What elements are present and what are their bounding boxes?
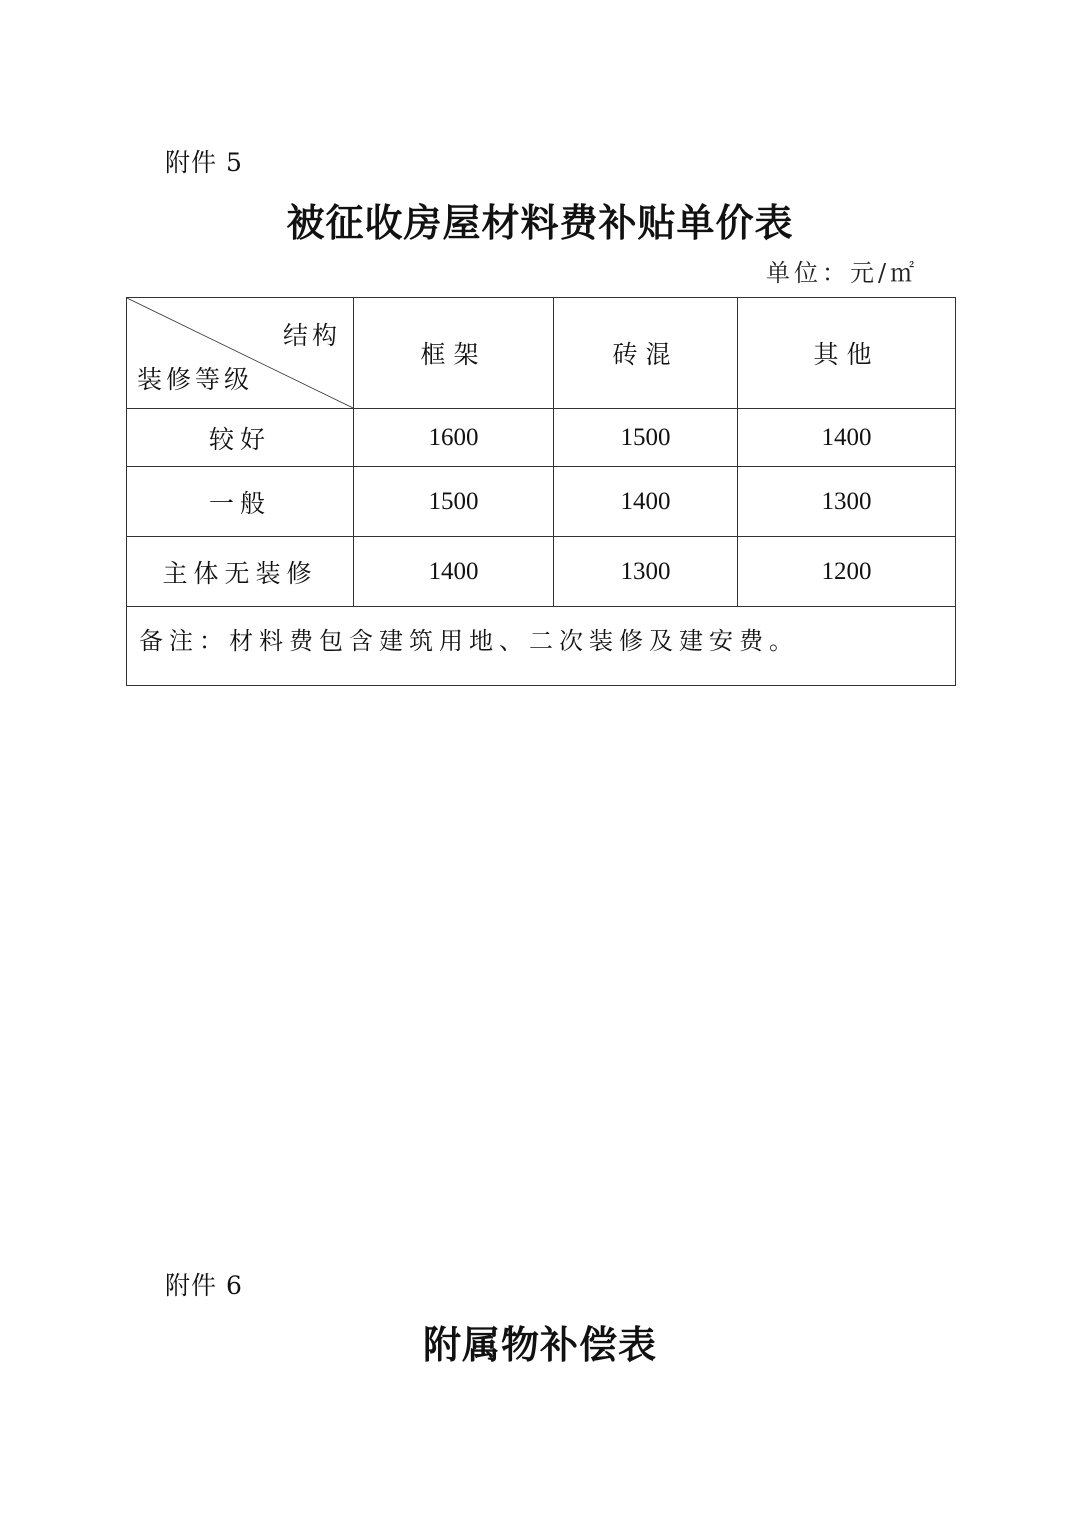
attachment-5-title: 被征收房屋材料费补贴单价表	[286, 200, 794, 245]
row-grade-label: 较好	[127, 409, 354, 467]
row-grade-label: 主体无装修	[127, 537, 354, 607]
corner-grade-label: 装修等级	[137, 365, 254, 394]
price-cell: 1500	[554, 409, 738, 467]
price-cell: 1300	[554, 537, 738, 607]
price-cell: 1500	[354, 467, 554, 537]
price-cell: 1300	[738, 467, 956, 537]
corner-header-cell	[127, 298, 354, 409]
column-header: 砖混	[554, 298, 738, 409]
unit-label: 单位：元/㎡	[766, 259, 919, 287]
price-cell: 1400	[354, 537, 554, 607]
row-grade-label: 一般	[127, 467, 354, 537]
attachment-5-label: 附件 5	[165, 148, 243, 177]
corner-structure-label: 结构	[282, 321, 341, 350]
column-header: 框架	[354, 298, 554, 409]
table-row	[127, 537, 956, 607]
table-note: 备注：材料费包含建筑用地、二次装修及建安费。	[127, 607, 956, 686]
price-cell: 1400	[738, 409, 956, 467]
table-header-row	[127, 298, 956, 409]
attachment-6-title: 附属物补偿表	[422, 1322, 657, 1367]
price-table	[126, 297, 956, 686]
price-cell: 1600	[354, 409, 554, 467]
note-row	[127, 607, 956, 686]
price-cell: 1400	[554, 467, 738, 537]
column-header: 其他	[738, 298, 956, 409]
attachment-6-label: 附件 6	[165, 1271, 243, 1300]
price-cell: 1200	[738, 537, 956, 607]
table-row	[127, 409, 956, 467]
table-row	[127, 467, 956, 537]
